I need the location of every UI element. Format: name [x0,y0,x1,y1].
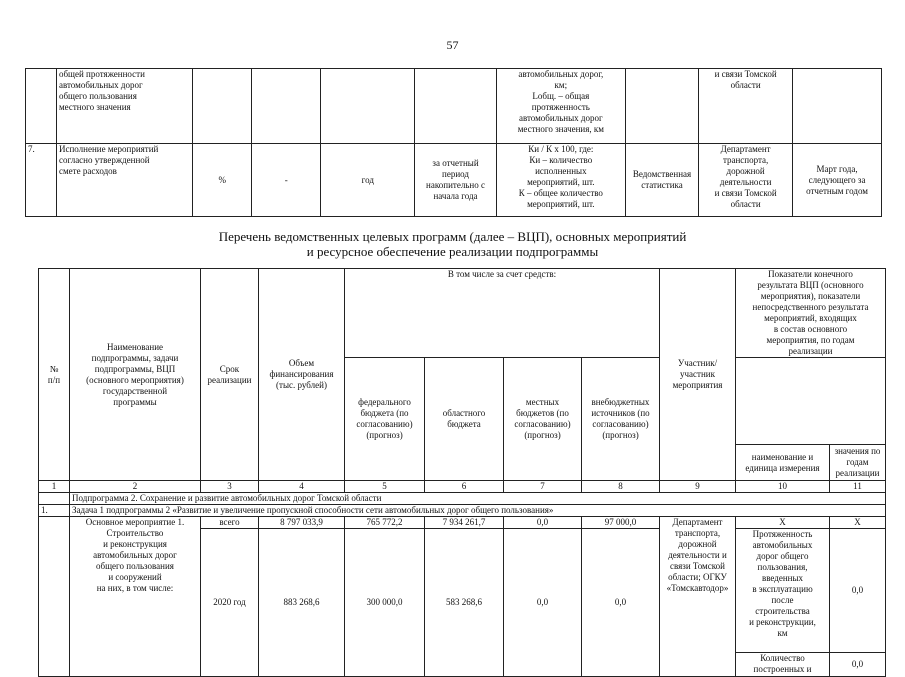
col-number: 1 [39,481,70,493]
ind-value-total: Х [830,517,886,529]
col-number: 7 [504,481,582,493]
header-name: Наименование подпрограммы, задачи подпрограммы, ВЦП (основного мероприятия) государственной программы [70,269,201,481]
indicators-table [25,68,882,217]
header-term: Срок реализации [201,269,259,481]
task-title: Задача 1 подпрограммы 2 «Развитие и увеличение пропускной способности сети автомобильных дорог общего пользования» [70,505,886,517]
indicator-responsible: и связи Томской области [699,69,793,144]
volume-total: 8 797 033,9 [259,517,345,529]
header-local: местных бюджетов (по согласованию) (прогноз) [504,358,582,481]
federal-2020: 300 000,0 [345,529,425,677]
header-incl: В том числе за счет средств: [345,269,660,358]
indicator-time: за отчетный период накопительно с начала года [415,144,497,217]
table-row [39,517,886,529]
col-number: 8 [582,481,660,493]
term-2020: 2020 год [201,529,259,677]
header-regional: областного бюджета [425,358,504,481]
table-row [26,69,882,144]
header-num: № п/п [39,269,70,481]
extra-2020: 0,0 [582,529,660,677]
col-number: 10 [736,481,830,493]
col-number: 5 [345,481,425,493]
indicator-responsible: Департамент транспорта, дорожной деятельности и связи Томской области [699,144,793,217]
col-number: 11 [830,481,886,493]
section-title-line2: и ресурсное обеспечение реализации подпрограммы [306,244,599,259]
col-number: 3 [201,481,259,493]
subprogram-row [39,493,886,505]
regional-total: 7 934 261,7 [425,517,504,529]
section-title [0,229,905,259]
extra-total: 97 000,0 [582,517,660,529]
indicator-name: Исполнение мероприятий согласно утвержденной смете расходов [56,144,192,217]
section-title-line1: Перечень ведомственных целевых программ (далее – ВЦП), основных мероприятий [218,229,687,244]
indicator-1-value: 0,0 [830,529,886,653]
local-total: 0,0 [504,517,582,529]
indicator-1-name: Протяженность автомобильных дорог общего пользования, введенных в эксплуатацию после строительства и реконструкции, км [736,529,830,653]
indicator-direction: - [252,144,321,217]
header-federal: федерального бюджета (по согласованию) (прогноз) [345,358,425,481]
resource-table [38,268,886,677]
indicator-name: общей протяженности автомобильных дорог общего пользования местного значения [56,69,192,144]
indicator-formula: автомобильных дорог, км; Lобщ. – общая протяженность автомобильных дорог местного значения, км [496,69,625,144]
indicator-source: Ведомственная статистика [625,144,698,217]
col-number: 6 [425,481,504,493]
row-number: 7. [26,144,57,217]
federal-total: 765 772,2 [345,517,425,529]
ind-name-total: Х [736,517,830,529]
subprogram-title: Подпрограмма 2. Сохранение и развитие автомобильных дорог Томской области [70,493,886,505]
indicator-2-value: 0,0 [830,653,886,677]
header-indicators: Показатели конечного результата ВЦП (основного мероприятия), показатели непосредственного результата мероприятий, входящих в состав основного мероприятия, по годам реализации [736,269,886,358]
volume-2020: 883 268,6 [259,529,345,677]
header-participant: Участник/ участник мероприятия [660,269,736,481]
term-total: всего [201,517,259,529]
task-row [39,505,886,517]
header-ind-name: наименование и единица измерения [736,445,830,481]
column-numbers-row [39,481,886,493]
activity-name: Основное мероприятие 1. Строительство и реконструкция автомобильных дорог общего пользования и сооружений на них, в том числе: [70,517,201,677]
indicator-period: год [321,144,415,217]
col-number: 9 [660,481,736,493]
task-number: 1. [39,505,70,517]
col-number: 2 [70,481,201,493]
header-volume: Объем финансирования (тыс. рублей) [259,269,345,481]
regional-2020: 583 268,6 [425,529,504,677]
col-number: 4 [259,481,345,493]
header-extra: внебюджетных источников (по согласованию) (прогноз) [582,358,660,481]
header-row [39,269,886,358]
page-number: 57 [446,38,459,52]
indicator-deadline: Март года, следующего за отчетным годом [793,144,882,217]
table-row [26,144,882,217]
indicator-formula: Ки / К х 100, где: Ки – количество исполненных мероприятий, шт. К – общее количество мероприятий, шт. [496,144,625,217]
activity-participant: Департамент транспорта, дорожной деятельности и связи Томской области; ОГКУ «Томскавтодор» [660,517,736,677]
header-ind-value: значения по годам реализации [830,445,886,481]
local-2020: 0,0 [504,529,582,677]
indicator-2-name: Количество построенных и [736,653,830,677]
indicator-unit: % [193,144,252,217]
